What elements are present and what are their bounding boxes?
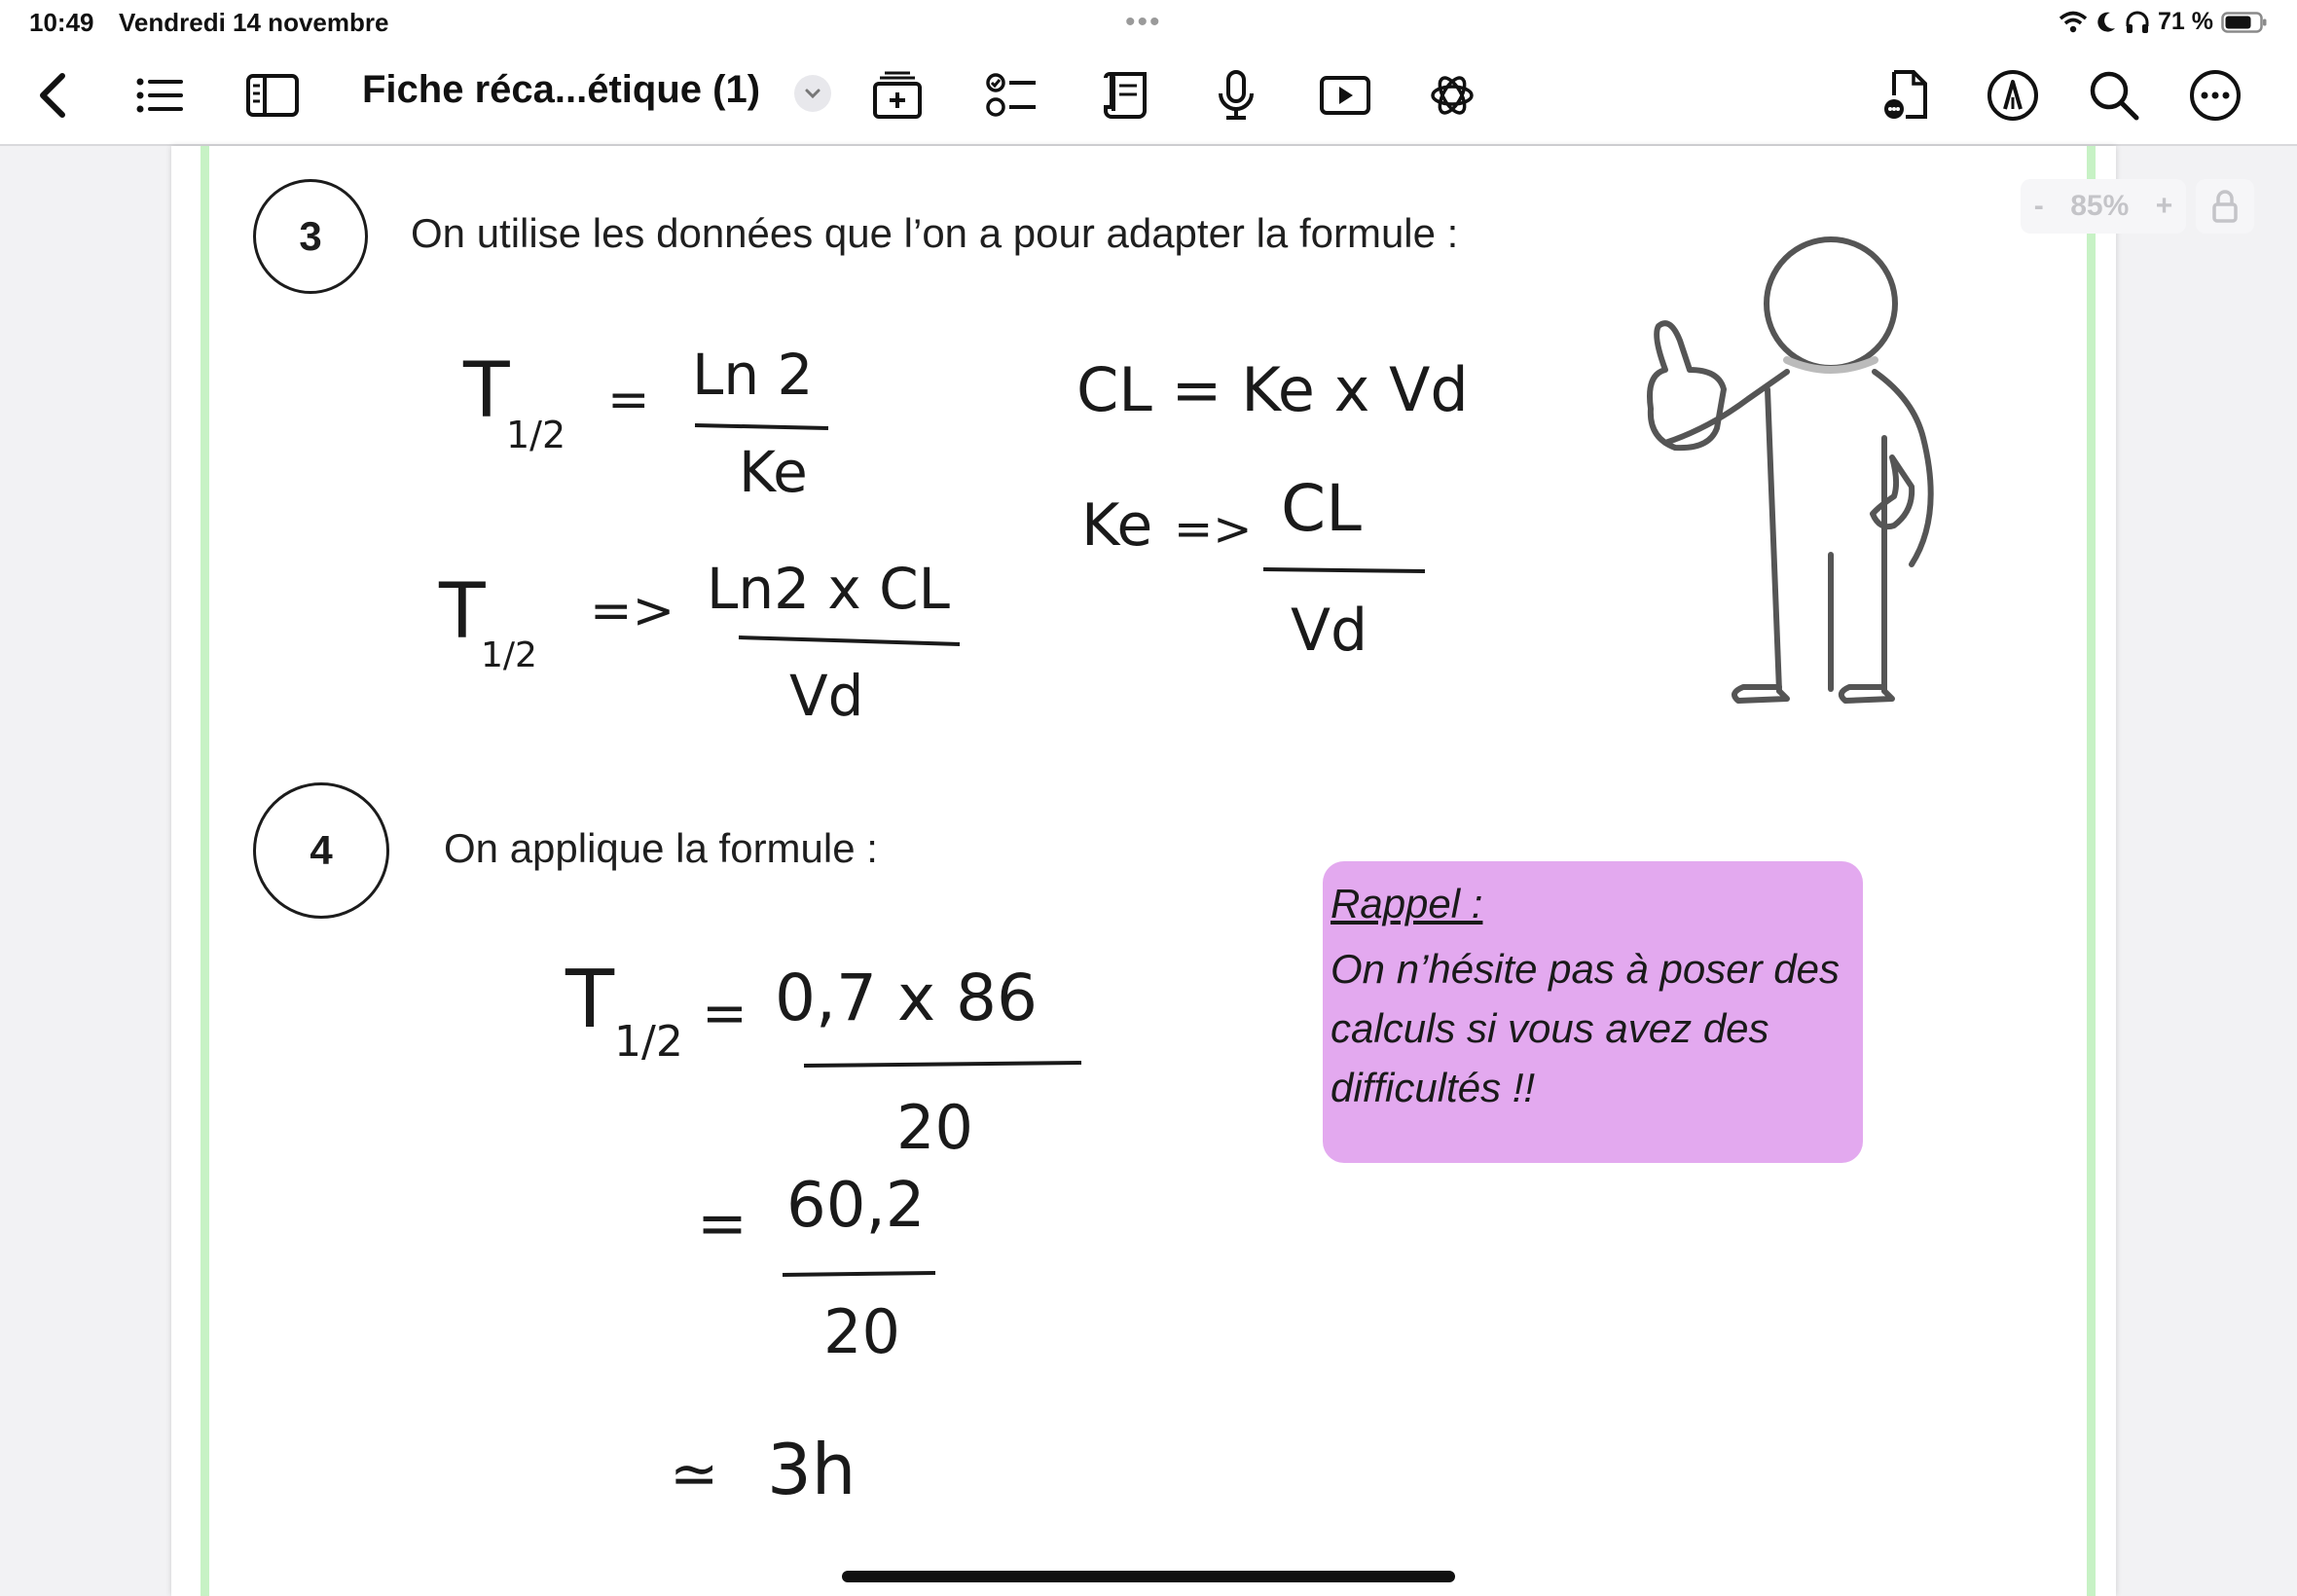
more-options-icon[interactable]	[2186, 66, 2244, 125]
hw-fraction-bar	[804, 1063, 1081, 1066]
status-date: Vendredi 14 novembre	[119, 8, 389, 37]
step-3-text: On utilise les données que l’on a pour adapter la formule :	[411, 210, 1459, 256]
hw-t-half-sub: 1/2	[481, 635, 537, 675]
multitasking-dots[interactable]: •••	[1125, 6, 1162, 38]
hw-ke-label: Ke	[1081, 491, 1153, 560]
step-number-circle: 4	[253, 782, 389, 919]
shared-document-icon[interactable]	[1878, 66, 1937, 125]
hw-result: 3h	[767, 1429, 857, 1510]
hw-fraction-bar	[695, 425, 828, 428]
zoom-control	[2021, 177, 2266, 236]
reminder-title: Rappel :	[1331, 881, 1483, 926]
hw-denominator-2: 20	[823, 1296, 900, 1367]
headphones-icon	[2125, 11, 2150, 34]
hw-fraction-bar	[1263, 569, 1425, 571]
moon-icon	[2096, 11, 2117, 34]
play-video-icon[interactable]	[1316, 66, 1374, 125]
reminder-body: On n’hésite pas à poser des calculs si vous avez des difficultés !!	[1331, 946, 1840, 1110]
hw-t-half-sub: 1/2	[506, 414, 566, 456]
hw-implies: =>	[590, 582, 675, 640]
microphone-icon[interactable]	[1207, 66, 1265, 125]
hw-approx: ≃	[670, 1440, 719, 1508]
hw-equals-2: =	[697, 1187, 747, 1258]
hw-equals: =	[607, 371, 650, 429]
status-bar	[0, 0, 2297, 45]
hw-ln2: Ln 2	[692, 342, 814, 408]
hw-vd: Vd	[789, 663, 864, 729]
list-outline-icon[interactable]	[130, 66, 189, 125]
step-number-circle: 3	[253, 179, 368, 294]
hw-denominator-1: 20	[896, 1092, 973, 1163]
title-chevron-down-icon[interactable]	[794, 75, 831, 112]
lock-icon[interactable]	[2196, 179, 2254, 234]
step-4-text: On applique la formule :	[444, 825, 878, 871]
battery-percent: 71 %	[2158, 8, 2213, 35]
hw-calc-sub: 1/2	[614, 1017, 683, 1067]
hw-numerator-2: 60,2	[786, 1170, 926, 1242]
hw-vd: Vd	[1291, 597, 1368, 665]
hw-fraction-bar	[783, 1273, 935, 1275]
document-page[interactable]	[171, 146, 2116, 1596]
document-title[interactable]: Fiche réca...étique (1)	[362, 68, 761, 111]
top-toolbar	[0, 45, 2297, 146]
reminder-box	[1323, 861, 1863, 1163]
hw-ke: Ke	[739, 439, 808, 505]
ai-assistant-icon[interactable]	[1423, 66, 1481, 125]
hw-calc-equals: =	[702, 982, 747, 1045]
wifi-icon	[2059, 11, 2088, 34]
hw-t-half: T	[439, 568, 486, 656]
back-chevron-icon[interactable]	[25, 66, 84, 125]
hw-cl: CL	[1281, 471, 1362, 546]
status-time: 10:49	[29, 8, 94, 37]
zoom-pill	[2021, 179, 2186, 234]
sidebar-toggle-icon[interactable]	[243, 66, 302, 125]
zoom-in-button[interactable]: +	[2155, 190, 2173, 222]
hw-cl-equation: CL = Ke x Vd	[1076, 354, 1469, 425]
hw-t-half: T	[463, 347, 510, 435]
hw-numerator-1: 0,7 x 86	[775, 961, 1038, 1035]
hw-implies: =>	[1174, 502, 1253, 557]
home-indicator[interactable]	[842, 1571, 1455, 1582]
zoom-level: 85%	[2070, 190, 2130, 222]
hw-ln2-cl: Ln2 x CL	[707, 556, 950, 622]
hw-calc-t: T	[565, 954, 615, 1046]
add-page-icon[interactable]	[868, 66, 927, 125]
thumbs-up-figure-illustration	[1650, 239, 1931, 701]
scroll-notes-icon[interactable]	[1098, 66, 1156, 125]
checklist-icon[interactable]	[983, 66, 1041, 125]
status-icons	[2059, 8, 2268, 36]
zoom-out-button[interactable]: -	[2033, 190, 2044, 222]
battery-icon	[2221, 11, 2268, 34]
pen-markup-icon[interactable]	[1984, 66, 2042, 125]
search-icon[interactable]	[2085, 66, 2143, 125]
hw-fraction-bar	[739, 637, 960, 644]
